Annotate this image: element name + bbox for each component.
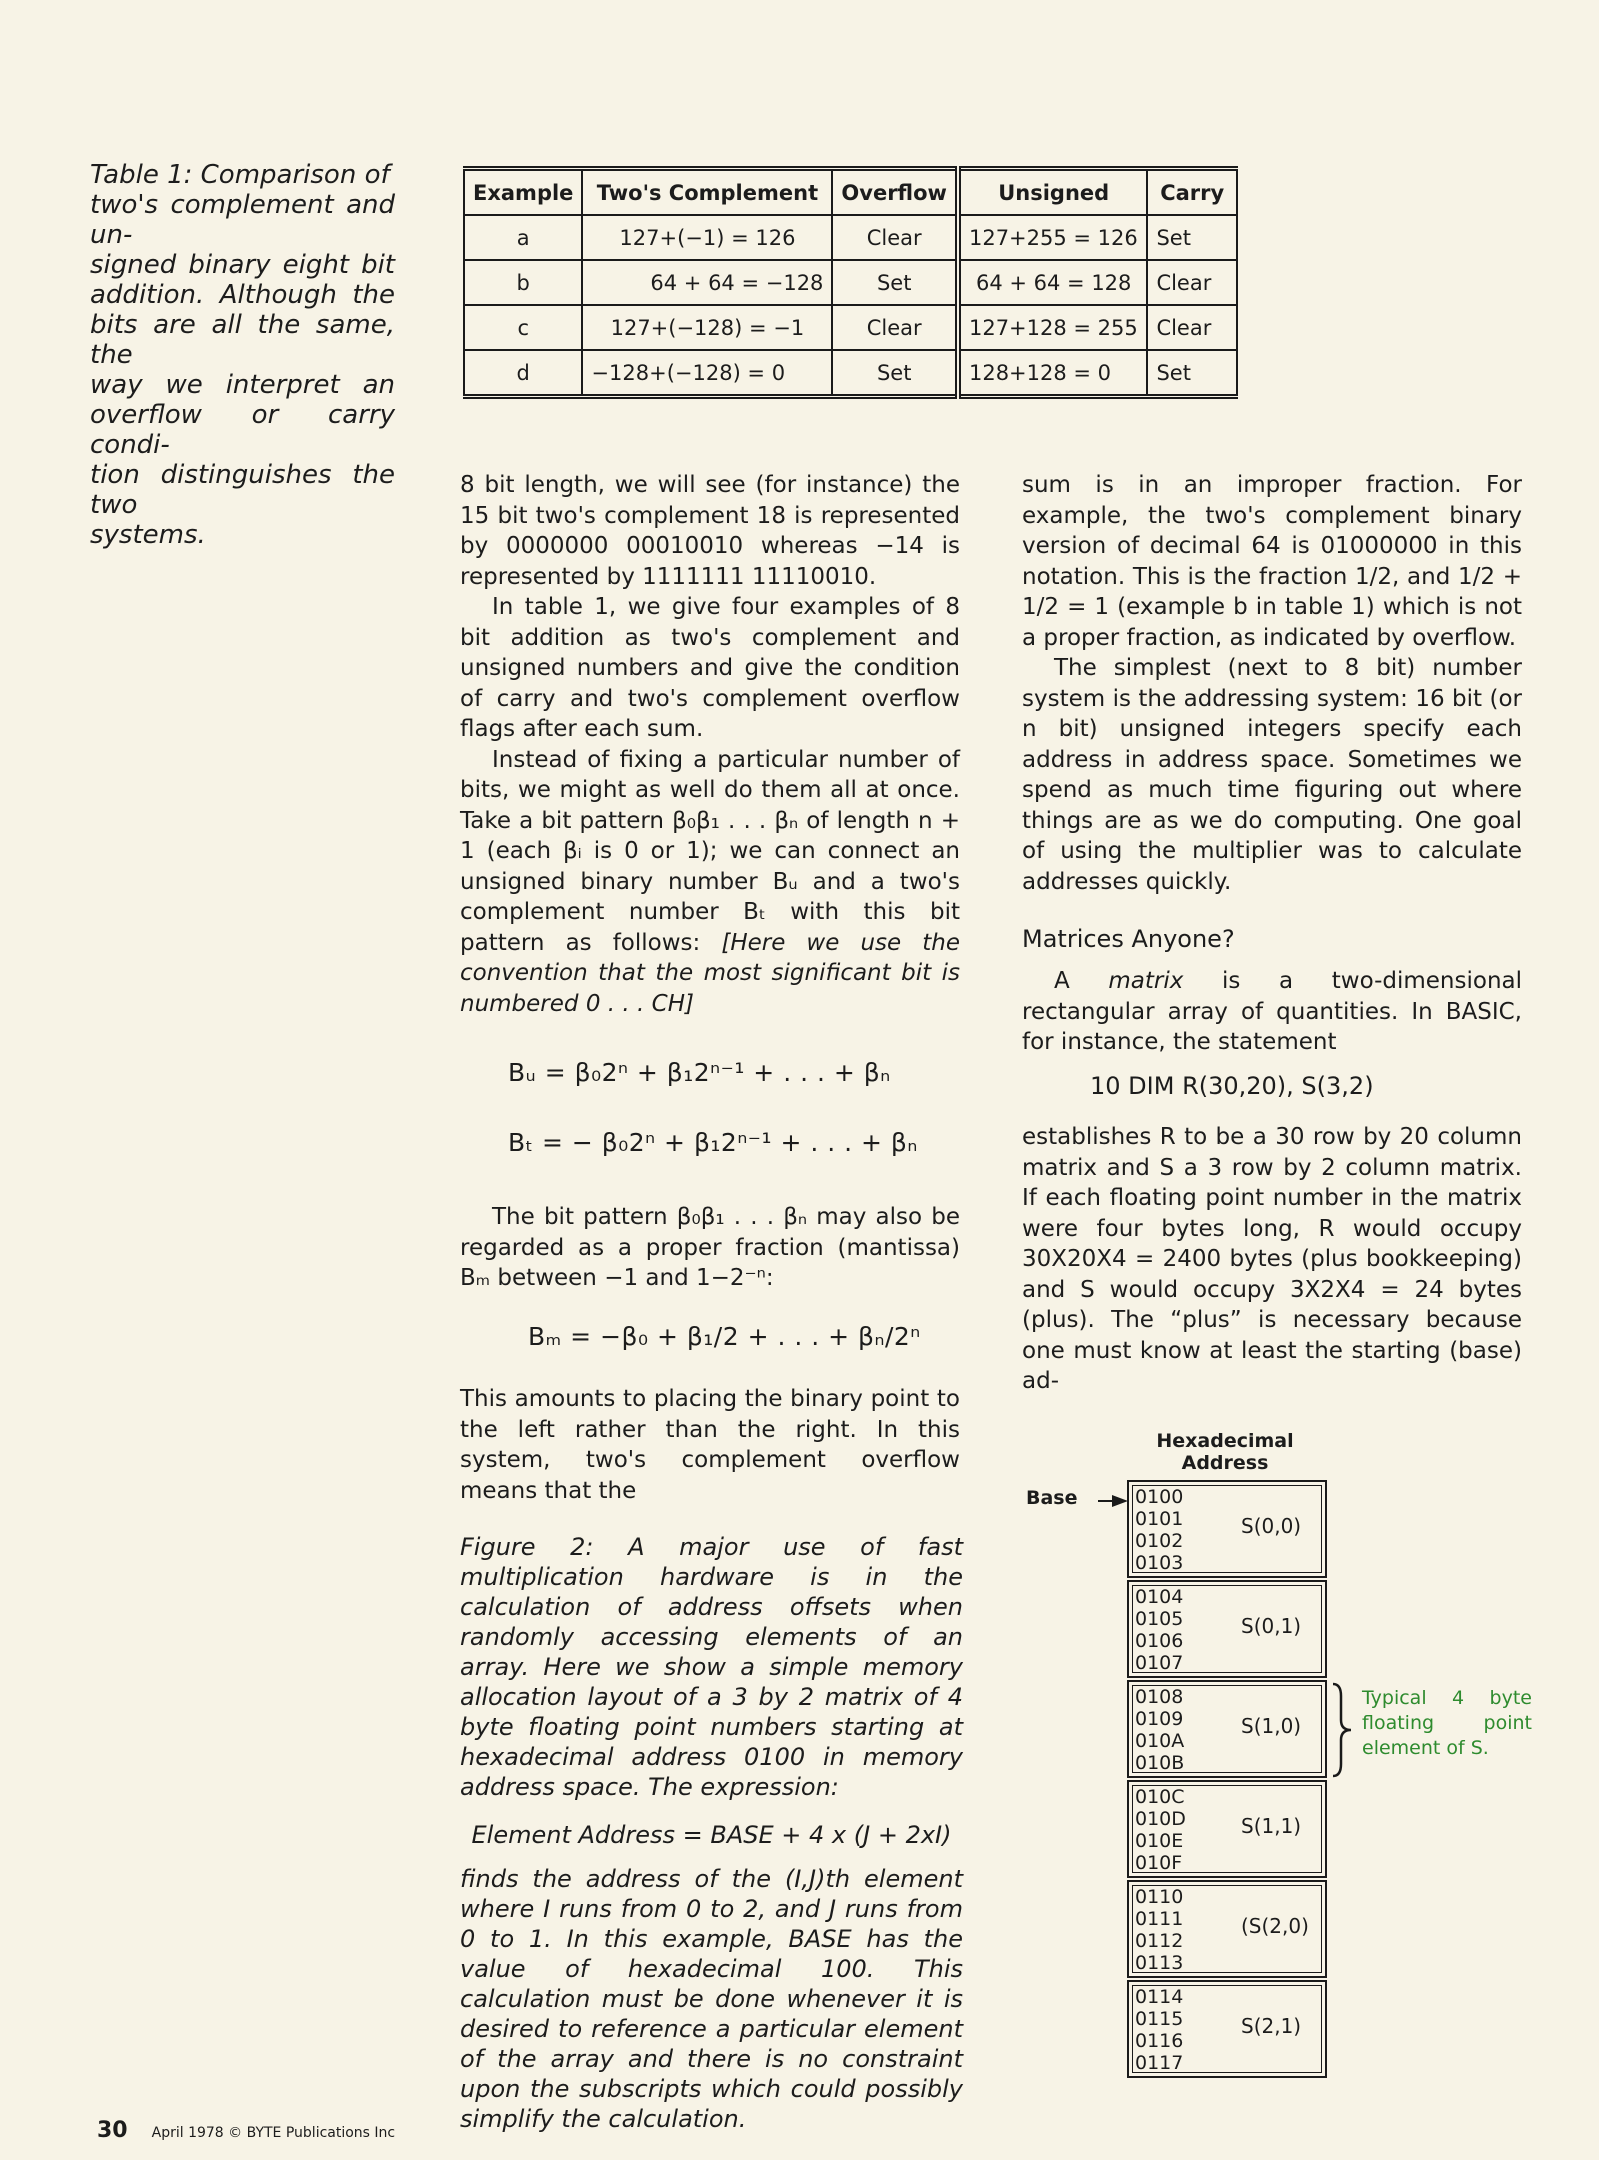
note-line: element of S. (1362, 1737, 1489, 1759)
address-list (1135, 1986, 1183, 2074)
cell: Clear (1147, 260, 1237, 305)
text-run: is a two-dimensional rectangular array of quantities. In BASIC, for instance, the statement (1022, 968, 1522, 1055)
memory-block (1127, 1480, 1327, 1578)
address-list (1135, 1486, 1183, 1574)
address-list (1135, 1686, 1184, 1774)
table-1-caption (90, 160, 395, 550)
caption-line: signed binary eight bit (90, 250, 395, 280)
address: 0108 (1135, 1686, 1184, 1708)
caption-line: overflow or carry condi- (90, 400, 395, 460)
cell: 128+128 = 0 (958, 350, 1147, 397)
right-column-matrix (1022, 966, 1522, 1058)
memory-block (1127, 1980, 1327, 2078)
caption-text: Figure 2: A major use of fast multiplication hardware is in the calculation of address offsets when randomly accessing elements of an array. Here we show a simple memory allocation layout of a 3 by 2 matrix of 4 byte floating point numbers starting at hexadecimal address 0100 in memory address space. The expression: (460, 1533, 963, 1801)
address: 0111 (1135, 1908, 1184, 1930)
col-header-overflow: Overflow (832, 169, 958, 216)
section-heading: Matrices Anyone? (1022, 925, 1235, 953)
page-number: 30 (97, 2118, 128, 2143)
cell: 127+128 = 255 (958, 305, 1147, 350)
cell: Clear (832, 215, 958, 260)
col-header-example: Example (464, 169, 582, 216)
paragraph (1022, 966, 1522, 1058)
caption-line: tion distinguishes the two (90, 460, 395, 520)
caption-line: addition. Although the (90, 280, 395, 310)
equation-unsigned: Bᵤ = β₀2ⁿ + β₁2ⁿ⁻¹ + . . . + βₙ (508, 1058, 891, 1087)
paragraph: sum is in an improper fraction. For example, the two's complement binary version of decimal 64 is 01000000 in this notation. This is the fraction 1/2, and 1/2 + 1/2 = 1 (example b in table 1) which is not a proper fraction, as indicated by overflow. (1022, 472, 1522, 651)
address-expression: Element Address = BASE + 4 x (J + 2xI) (471, 1821, 952, 1849)
address: 0107 (1135, 1652, 1184, 1674)
cell: Clear (832, 305, 958, 350)
cell: c (464, 305, 582, 350)
address: 0102 (1135, 1530, 1184, 1552)
cell: 64 + 64 = 128 (958, 260, 1147, 305)
paragraph: 8 bit length, we will see (for instance) the 15 bit two's complement 18 is represented by 0000000 00010010 whereas −14 is represented by 1111111 11110010. (460, 472, 960, 590)
hex-address-header: Hexadecimal Address (1156, 1430, 1294, 1474)
memory-block (1127, 1680, 1327, 1778)
paragraph: In table 1, we give four examples of 8 bit addition as two's complement and unsigned numbers and give the condition of carry and two's complement overflow flags after each sum. (460, 594, 960, 742)
address: 0117 (1135, 2052, 1184, 2074)
address-list (1135, 1586, 1183, 1674)
footer-credit: April 1978 © BYTE Publications Inc (151, 2125, 396, 2141)
caption-line: two's complement and un- (90, 190, 395, 250)
table-row (464, 305, 1237, 350)
text-run: of length n + 1 (each βᵢ is 0 or 1); we can connect an unsigned binary number Bᵤ and a two's complement number Bₜ with this bit pattern as follows: (460, 807, 960, 956)
cell: 127+(−1) = 126 (582, 215, 832, 260)
cell: 127+(−128) = −1 (582, 305, 832, 350)
cell: d (464, 350, 582, 397)
cell: Set (1147, 350, 1237, 397)
address: 010F (1135, 1852, 1183, 1874)
cell: Clear (1147, 305, 1237, 350)
cell: Set (832, 350, 958, 397)
element-label: S(1,1) (1241, 1814, 1302, 1838)
col-header-unsigned: Unsigned (958, 169, 1147, 216)
cell: 127+255 = 126 (958, 215, 1147, 260)
paragraph (460, 745, 960, 1020)
address: 0116 (1135, 2030, 1184, 2052)
address: 010D (1135, 1808, 1186, 1830)
paragraph: The bit pattern β₀β₁ . . . βₙ may also be regarded as a proper fraction (mantissa) Bₘ between −1 and 1−2⁻ⁿ: (460, 1204, 960, 1291)
cell: Set (832, 260, 958, 305)
address: 0101 (1135, 1508, 1184, 1530)
cell: −128+(−128) = 0 (582, 350, 832, 397)
memory-block (1127, 1580, 1327, 1678)
right-column (1022, 470, 1522, 897)
element-label: S(1,0) (1241, 1714, 1302, 1738)
typical-element-note (1362, 1686, 1532, 1761)
brace-icon (1327, 1680, 1357, 1780)
element-label: S(0,0) (1241, 1514, 1302, 1538)
address-list (1135, 1786, 1186, 1874)
memory-block (1127, 1780, 1327, 1878)
address: 010E (1135, 1830, 1184, 1852)
address: 0103 (1135, 1552, 1184, 1574)
left-column (460, 470, 960, 1019)
comparison-table (463, 166, 1238, 399)
page-footer (97, 2118, 395, 2143)
address: 010C (1135, 1786, 1185, 1808)
cell: b (464, 260, 582, 305)
bit-pattern: β₀β₁ . . . βₙ (672, 807, 799, 834)
col-header-carry: Carry (1147, 169, 1237, 216)
address: 0115 (1135, 2008, 1184, 2030)
address-list (1135, 1886, 1183, 1974)
text-run: A (1054, 968, 1109, 994)
note-line: Typical 4 byte (1362, 1687, 1532, 1709)
address: 0114 (1135, 1986, 1184, 2008)
paragraph: The simplest (next to 8 bit) number system is the addressing system: 16 bit (or n bit) unsigned integers specify each address in address space. Sometimes we spend as much time figuring out where things are as we do computing. One goal of using the multiplier was to calculate addresses quickly. (1022, 655, 1522, 895)
address: 0113 (1135, 1952, 1184, 1974)
memory-block (1127, 1880, 1327, 1978)
caption-line: systems. (90, 520, 206, 550)
address: 010A (1135, 1730, 1185, 1752)
col-header-twos-complement: Two's Complement (582, 169, 832, 216)
table-row (464, 350, 1237, 397)
address: 0112 (1135, 1930, 1184, 1952)
element-label: (S(2,0) (1241, 1914, 1309, 1938)
caption-text: finds the address of the (I,J)th element where I runs from 0 to 2, and J runs from 0 to 1. In this example, BASE has the value of hexadecimal 100. This calculation must be done whenever it is desired to reference a particular element of the array and there is no constraint upon the subscripts which could possibly simplify the calculation. (460, 1865, 963, 2133)
address: 0100 (1135, 1486, 1184, 1508)
element-label: S(0,1) (1241, 1614, 1302, 1638)
text-run: Instead of fixing a particular number of bits, we might as well do them all at once. Take a bit pattern (460, 746, 960, 834)
address: 0106 (1135, 1630, 1184, 1652)
equation-twos-complement: Bₜ = − β₀2ⁿ + β₁2ⁿ⁻¹ + . . . + βₙ (508, 1128, 918, 1157)
address: 0104 (1135, 1586, 1184, 1608)
base-label: Base (1026, 1487, 1078, 1509)
right-column-tail (1022, 1122, 1522, 1397)
caption-line: bits are all the same, the (90, 310, 395, 370)
caption-line: Table 1: Comparison of (90, 160, 390, 190)
equation-mantissa: Bₘ = −β₀ + β₁/2 + . . . + βₙ/2ⁿ (528, 1322, 921, 1351)
left-column-mid (460, 1202, 960, 1294)
table-header-row (464, 169, 1237, 216)
element-label: S(2,1) (1241, 2014, 1302, 2038)
address: 0110 (1135, 1886, 1184, 1908)
table-row (464, 260, 1237, 305)
paragraph: establishes R to be a 30 row by 20 column matrix and S a 3 row by 2 column matrix. If each floating point number in the matrix were four bytes long, R would occupy 30X20X4 = 2400 bytes (plus bookkeeping) and S would occupy 3X2X4 = 24 bytes (plus). The “plus” is necessary because one must know at least the starting (base) ad- (1022, 1124, 1522, 1394)
caption-line: way we interpret an (90, 370, 395, 400)
paragraph: This amounts to placing the binary point to the left rather than the right. In this system, two's complement overflow means that the (460, 1386, 960, 1504)
cell: Set (1147, 215, 1237, 260)
cell: a (464, 215, 582, 260)
address: 0109 (1135, 1708, 1184, 1730)
table-row (464, 215, 1237, 260)
arrow-right-icon (1098, 1495, 1128, 1507)
term-matrix: matrix (1108, 968, 1184, 994)
left-column-tail (460, 1384, 960, 1506)
address: 010B (1135, 1752, 1185, 1774)
basic-dim-statement: 10 DIM R(30,20), S(3,2) (1090, 1072, 1374, 1100)
note-line: floating point (1362, 1712, 1532, 1734)
editor-note: [Here we use the convention that the most significant bit is numbered 0 . . . CH] (460, 929, 960, 1017)
cell: 64 + 64 = −128 (582, 260, 832, 305)
figure-2-caption (460, 1532, 963, 2134)
address: 0105 (1135, 1608, 1184, 1630)
